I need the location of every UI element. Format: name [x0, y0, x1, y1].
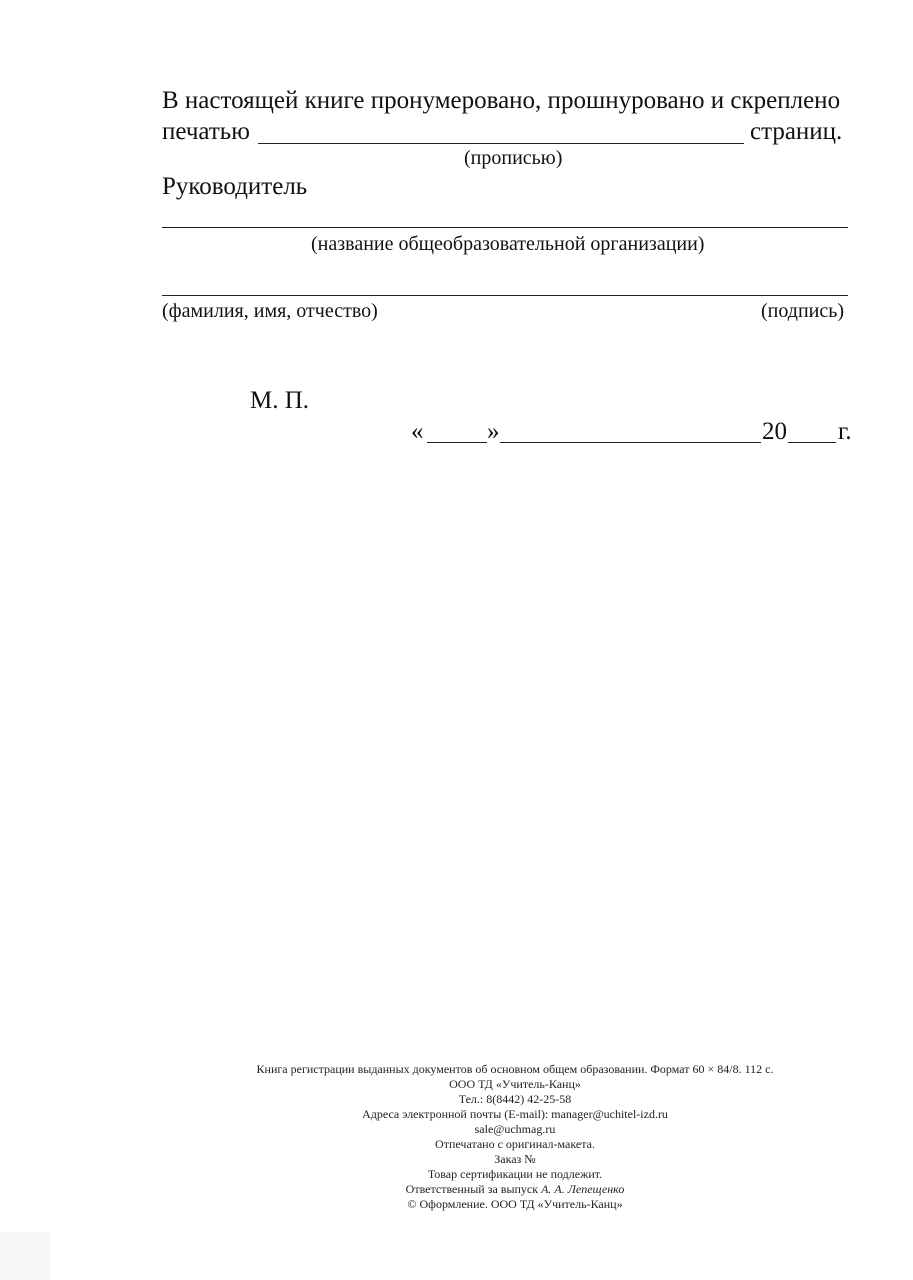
imprint-printed-note: Отпечатано с оригинал-макета.: [435, 1137, 595, 1151]
imprint-publisher: ООО ТД «Учитель-Канц»: [449, 1077, 581, 1091]
imprint-responsible-label: Ответственный за выпуск: [405, 1182, 539, 1196]
organization-name-field[interactable]: [162, 227, 848, 228]
date-close-quote: »: [487, 418, 500, 445]
date-year-suffix: г.: [838, 418, 852, 445]
imprint-order: Заказ №: [494, 1152, 536, 1166]
imprint-title: Книга регистрации выданных документов об основном общем образовании. Формат 60 × 84/8. 112 с.: [256, 1062, 774, 1076]
head-label: Руководитель: [162, 173, 308, 200]
certification-text-prefix: печатью: [162, 118, 250, 145]
imprint-responsible-name: А. А. Лепещенко: [541, 1182, 625, 1196]
date-day-field[interactable]: [427, 442, 487, 443]
page-corner-shade: [0, 1232, 50, 1280]
page-count-caption: (прописью): [464, 147, 563, 169]
signature-caption: (подпись): [761, 300, 845, 322]
imprint-block: [200, 1062, 830, 1212]
page-count-field[interactable]: [258, 143, 744, 144]
fio-caption: (фамилия, имя, отчество): [162, 300, 378, 322]
imprint-copyright: © Оформление. ООО ТД «Учитель-Канц»: [407, 1197, 623, 1211]
imprint-certification: Товар сертификации не подлежит.: [427, 1167, 603, 1181]
date-month-field[interactable]: [500, 442, 761, 443]
imprint-responsible: [200, 1182, 830, 1197]
certification-text-suffix: страниц.: [750, 118, 843, 145]
imprint-email-second: sale@uchmag.ru: [474, 1122, 556, 1136]
date-year-field[interactable]: [788, 442, 836, 443]
fio-signature-field[interactable]: [162, 295, 848, 296]
imprint-phone: Тел.: 8(8442) 42-25-58: [458, 1092, 572, 1106]
certification-text-line1: В настоящей книге пронумеровано, прошнуровано и скреплено: [162, 87, 841, 114]
imprint-email: Адреса электронной почты (E-mail): manager@uchitel-izd.ru: [362, 1107, 668, 1121]
date-open-quote: «: [411, 418, 424, 445]
seal-place-label: М. П.: [250, 387, 310, 414]
date-year-prefix: 20: [762, 418, 787, 445]
organization-caption: (название общеобразовательной организации): [311, 233, 705, 255]
